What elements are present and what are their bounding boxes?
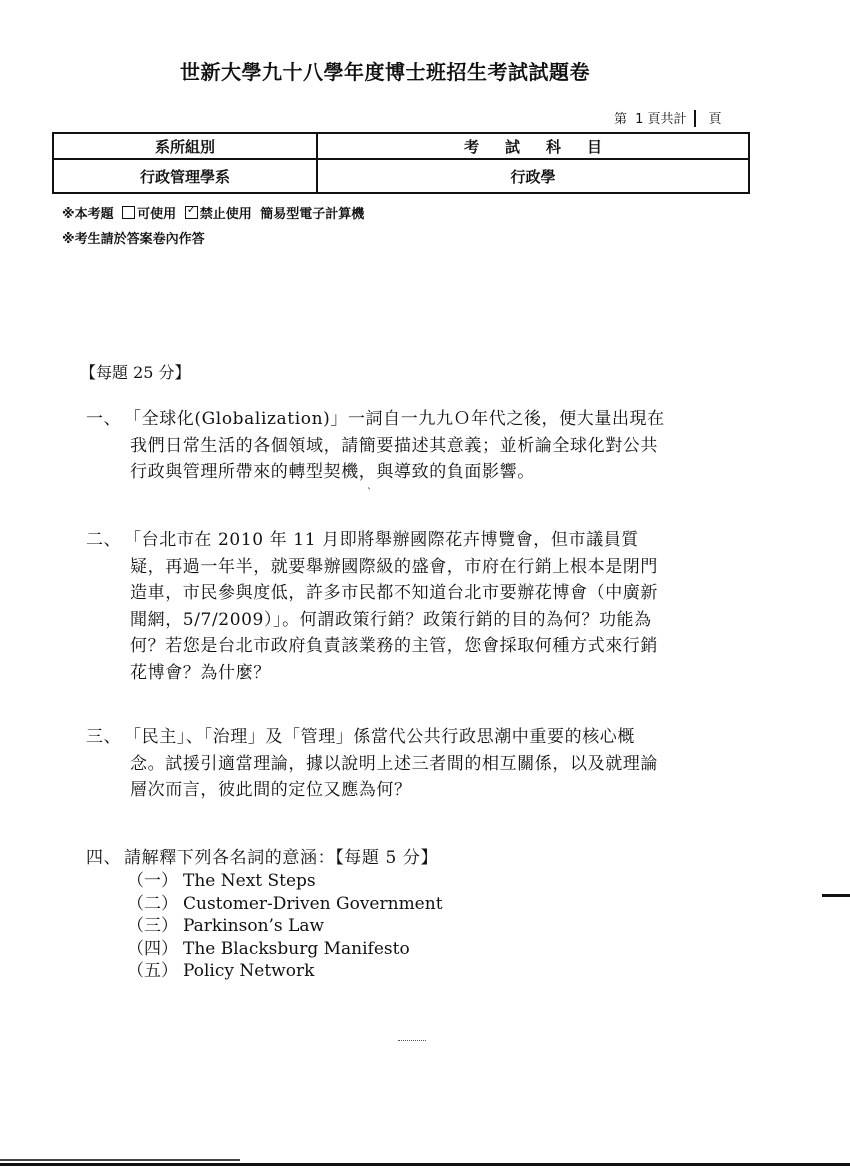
term-text: Policy Network bbox=[183, 961, 315, 981]
term-index: （三） bbox=[127, 916, 178, 936]
allowed-checkbox bbox=[122, 206, 135, 219]
question-4 bbox=[86, 845, 666, 872]
subject-header: 考試科目 bbox=[317, 133, 749, 159]
question-text: 「全球化(Globalization)」一詞自一九九Ｏ年代之後，便大量出現在我們日常生活的各個領域，請簡要描述其意義；並析論全球化對公共行政與管理所帶來的轉型契機，與導致的負面影響。 bbox=[124, 409, 665, 482]
term-text: Customer-Driven Government bbox=[183, 893, 443, 914]
term-item bbox=[127, 915, 443, 938]
question-number: 一、 bbox=[86, 409, 122, 429]
scan-dot-mark bbox=[398, 1040, 426, 1041]
calculator-note-suffix: 簡易型電子計算機 bbox=[260, 207, 365, 222]
term-list bbox=[127, 870, 443, 983]
page-indicator bbox=[614, 108, 721, 127]
scan-bottom-edge bbox=[0, 1163, 850, 1166]
calculator-note bbox=[62, 203, 364, 222]
term-text: The Blacksburg Manifesto bbox=[183, 938, 410, 959]
question-2 bbox=[86, 527, 666, 686]
term-item bbox=[127, 893, 443, 916]
page-total-blank bbox=[694, 110, 696, 127]
term-item bbox=[127, 938, 443, 961]
page-total-label: 頁共計 bbox=[647, 112, 687, 127]
question-number: 二、 bbox=[86, 530, 122, 550]
question-text: 「台北市在 2010 年 11 月即將舉辦國際花卉博覽會，但市議員質疑，再過一年半，就要舉辦國際級的盛會，市府在行銷上根本是閉門造車，市民參與度低，許多市民都不知道台北市要辦花博會（中廣新聞網，5/7/2009）」。何謂政策行銷？政策行銷的目的為何？功能為何？若您是台北市政府負責該業務的主管，您會採取何種方式來行銷花博會？為什麼？ bbox=[124, 530, 658, 683]
question-text: 「民主」、「治理」及「管理」係當代公共行政思潮中重要的核心概念。試援引適當理論，據以說明上述三者間的相互關係，以及就理論層次而言，彼此間的定位又應為何？ bbox=[124, 727, 658, 800]
allowed-label: 可使用 bbox=[137, 207, 177, 222]
subject-value: 行政學 bbox=[317, 159, 749, 193]
term-item bbox=[127, 870, 443, 893]
page-prefix: 第 bbox=[614, 112, 628, 127]
question-3 bbox=[86, 724, 666, 804]
department-header: 系所組別 bbox=[53, 133, 317, 159]
calculator-note-prefix: ※本考題 bbox=[62, 207, 114, 222]
question-number: 三、 bbox=[86, 727, 122, 747]
question-number: 四、 bbox=[86, 848, 122, 868]
department-value: 行政管理學系 bbox=[53, 159, 317, 193]
scan-bottom-shadow bbox=[0, 1159, 240, 1161]
term-index: （二） bbox=[127, 893, 178, 914]
page-number: 1 bbox=[635, 112, 644, 127]
page-suffix: 頁 bbox=[708, 112, 722, 127]
scan-edge-mark bbox=[822, 894, 850, 897]
stray-mark: ˋ bbox=[367, 488, 372, 499]
forbidden-label: 禁止使用 bbox=[199, 207, 252, 222]
question-text: 請解釋下列各名詞的意涵：【每題 5 分】 bbox=[124, 848, 439, 868]
forbidden-checkbox bbox=[185, 203, 198, 219]
term-text: Parkinson’s Law bbox=[183, 916, 325, 936]
points-note: 【每題 25 分】 bbox=[80, 363, 191, 382]
term-index: （五） bbox=[127, 961, 178, 981]
check-icon: ✓ bbox=[186, 203, 196, 216]
term-text: The Next Steps bbox=[183, 871, 316, 891]
term-item bbox=[127, 960, 443, 983]
exam-info-table bbox=[52, 132, 750, 194]
question-1 bbox=[86, 406, 666, 486]
answer-sheet-note: ※考生請於答案卷內作答 bbox=[62, 232, 205, 247]
term-index: （一） bbox=[127, 871, 178, 891]
exam-title: 世新大學九十八學年度博士班招生考試試題卷 bbox=[180, 60, 590, 84]
term-index: （四） bbox=[127, 938, 178, 959]
